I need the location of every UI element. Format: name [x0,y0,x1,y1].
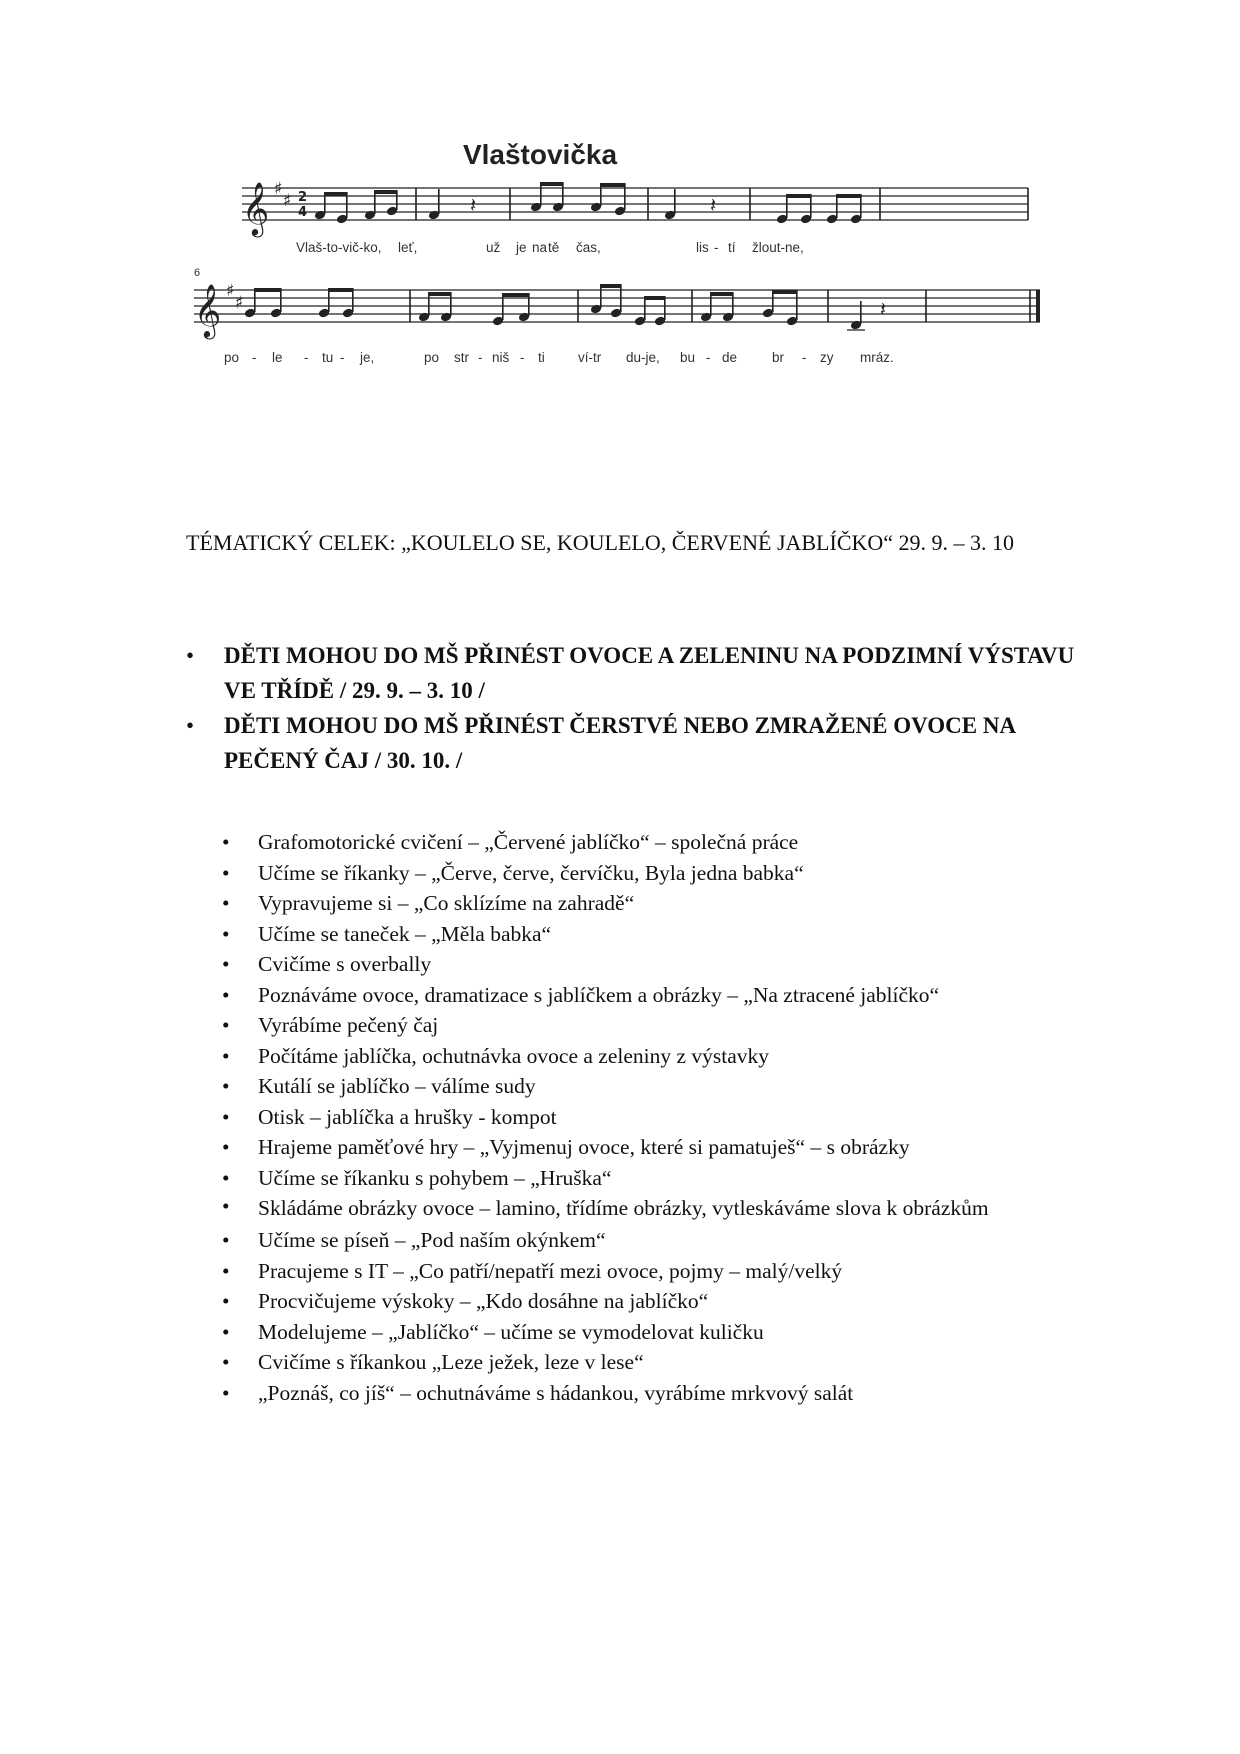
quarter-rest-icon: 𝄽 [470,193,477,217]
lyric-syllable: mráz. [860,350,894,365]
lyric-syllable: - [714,240,719,255]
lyric-syllable: - [478,350,483,365]
lyrics-row-2 [224,350,894,365]
lyric-syllable: už [486,240,501,255]
activity-item: • Procvičujeme výskoky – „Kdo dosáhne na jablíčko“ [222,1286,1082,1317]
lyric-syllable: - [706,350,711,365]
staff-system-1 [242,179,1028,255]
activity-item: • Učíme se taneček – „Měla babka“ [222,919,1082,950]
lyric-syllable: tu [322,350,334,365]
lyric-syllable: de [722,350,738,365]
lyric-syllable: tí [728,240,736,255]
svg-text:4: 4 [298,205,308,220]
song-title: Vlaštovička [462,140,618,170]
lyric-syllable: - [304,350,309,365]
staff-system-2 [194,267,1040,365]
lyric-syllable: leť, [398,240,418,255]
measure-number: 6 [194,267,201,279]
key-sharp-f-icon: ♯ [226,281,235,301]
activity-item: • Modelujeme – „Jablíčko“ – učíme se vymodelovat kuličku [222,1317,1082,1348]
lyric-syllable: zy [820,350,834,365]
lyric-syllable: niš [492,350,510,365]
notice-item: • DĚTI MOHOU DO MŠ PŘINÉST OVOCE A ZELENINU NA PODZIMNÍ VÝSTAVU VE TŘÍDĚ / 29. 9. – 3. 10 / [186,638,1106,708]
lyric-syllable: žlout-ne, [752,240,804,255]
lyric-syllable: je, [360,350,375,365]
lyric-syllable: po [424,350,440,365]
activity-item: • Cvičíme s overbally [222,949,1082,980]
activity-item: • Hrajeme paměťové hry – „Vyjmenuj ovoce, které si pamatuješ“ – s obrázky [222,1132,1082,1163]
activity-item: • Učíme se říkanky – „Červe, červe, červíčku, Byla jedna babka“ [222,858,1082,889]
activity-item: • Skládáme obrázky ovoce – lamino, třídíme obrázky, vytleskáváme slova k obrázkům [222,1193,1082,1225]
lyric-syllable: čas, [576,240,601,255]
lyric-syllable: bu [680,350,696,365]
lyrics-row-1 [296,240,804,255]
thematic-unit-heading: TÉMATICKÝ CELEK: „KOULELO SE, KOULELO, ČERVENÉ JABLÍČKO“ 29. 9. – 3. 10 [186,530,1015,555]
treble-clef-icon: 𝄞 [194,283,222,337]
lyric-syllable: le [272,350,283,365]
time-signature-icon [298,190,307,220]
quarter-rest-icon: 𝄽 [710,193,717,217]
lyric-syllable: je [516,240,527,255]
treble-clef-icon: 𝄞 [242,181,270,235]
activity-item: • Počítáme jablíčka, ochutnávka ovoce a zeleniny z výstavky [222,1041,1082,1072]
lyric-syllable: na [532,240,548,255]
lyric-syllable: Vlaš-to-vič-ko, [296,240,382,255]
key-sharp-f-icon: ♯ [274,179,283,199]
activity-item: • Vypravujeme si – „Co sklízíme na zahradě“ [222,888,1082,919]
key-sharp-c-icon: ♯ [283,191,292,211]
song-score-image [180,140,1060,430]
activity-item: • Kutálí se jablíčko – válíme sudy [222,1071,1082,1102]
lyric-syllable: - [802,350,807,365]
lyric-syllable: ví-tr [578,350,602,365]
notices-list [186,638,1106,778]
lyric-syllable: br [772,350,785,365]
activity-item: • Učíme se říkanku s pohybem – „Hruška“ [222,1163,1082,1194]
lyric-syllable: lis [696,240,709,255]
svg-text:2: 2 [298,190,308,205]
activity-item: • Vyrábíme pečený čaj [222,1010,1082,1041]
lyric-syllable: po [224,350,240,365]
lyric-syllable: du-je, [626,350,660,365]
activity-item: • Cvičíme s říkankou „Leze ježek, leze v lese“ [222,1347,1082,1378]
activities-list [222,827,1082,1408]
lyric-syllable: str [454,350,469,365]
lyric-syllable: - [252,350,257,365]
activity-item: • „Poznáš, co jíš“ – ochutnáváme s hádankou, vyrábíme mrkvový salát [222,1378,1082,1409]
lyric-syllable: - [520,350,525,365]
lyric-syllable: - [340,350,345,365]
quarter-rest-icon: 𝄽 [880,297,887,321]
key-sharp-c-icon: ♯ [235,293,244,313]
activity-item: • Učíme se píseň – „Pod naším okýnkem“ [222,1225,1082,1256]
lyric-syllable: tě [548,240,560,255]
activity-item: • Otisk – jablíčka a hrušky - kompot [222,1102,1082,1133]
lyric-syllable: ti [538,350,545,365]
activity-item: • Grafomotorické cvičení – „Červené jablíčko“ – společná práce [222,827,1082,858]
notice-item: • DĚTI MOHOU DO MŠ PŘINÉST ČERSTVÉ NEBO ZMRAŽENÉ OVOCE NA PEČENÝ ČAJ / 30. 10. / [186,708,1106,778]
activity-item: • Poznáváme ovoce, dramatizace s jablíčkem a obrázky – „Na ztracené jablíčko“ [222,980,1082,1011]
activity-item: • Pracujeme s IT – „Co patří/nepatří mezi ovoce, pojmy – malý/velký [222,1256,1082,1287]
